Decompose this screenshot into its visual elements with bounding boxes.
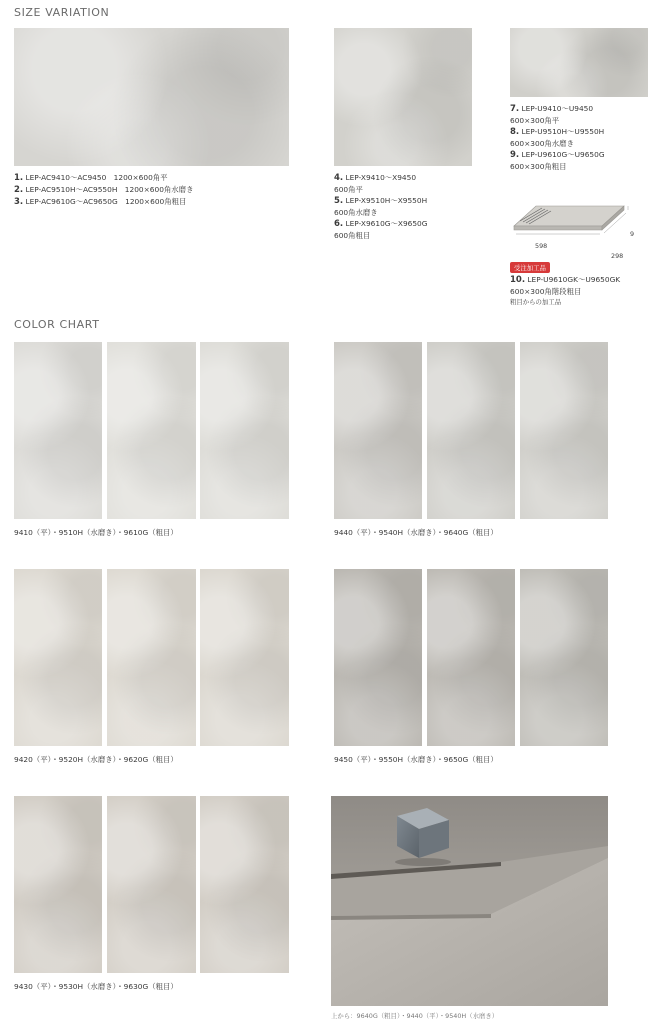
size-item-7-size: 600×300角平 [510,116,560,125]
step-tile-diagram [506,200,646,262]
swatch-9510h [107,342,196,519]
size-item-8: 8. LEP-U9510H～U9550H [510,127,605,137]
photo-caption: 上から：9640G（粗目）・9440（平）・9540H（水磨き） [331,1012,499,1020]
swatch-caption-9420: 9420（平）・9520H（水磨き）・9620G（粗目） [14,755,178,764]
swatch-9430 [14,796,102,973]
color-chart-heading: COLOR CHART [14,318,100,331]
size-item-10: 10. LEP-U9610GK～U9650GK [510,275,621,285]
size-item-5-size: 600角水磨き [334,208,378,217]
swatch-9520h [107,569,196,746]
size-list-600x300 [510,103,605,172]
swatch-9640g [520,342,608,519]
size-item-8-size: 600×300角水磨き [510,139,574,148]
size-item-10-size: 600×300角階段粗目 [510,287,582,296]
swatch-caption-9440: 9440（平）・9540H（水磨き）・9640G（粗目） [334,528,498,537]
swatch-9650g [520,569,608,746]
size-item-9: 9. LEP-U9610G～U9650G [510,150,605,160]
size-list-1200x600 [14,172,193,208]
swatch-9410 [14,342,102,519]
size-item-4-size: 600角平 [334,185,363,194]
size-item-6-size: 600角粗目 [334,231,371,240]
swatch-9530h [107,796,196,973]
tile-600-image [334,28,472,166]
made-to-order-badge: 受注加工品 [510,262,550,273]
swatch-9540h [427,342,515,519]
swatch-9550h [427,569,515,746]
size-item-5: 5. LEP-X9510H～X9550H [334,196,428,206]
swatch-9610g [200,342,289,519]
swatch-9450 [334,569,422,746]
size-item-6: 6. LEP-X9610G～X9650G [334,219,428,229]
tile-1200x600-image [14,28,289,166]
size-item-1: 1. LEP-AC9410～AC9450 1200×600角平 [14,173,168,183]
size-item-10-block [510,274,620,306]
size-item-10-note: 粗目からの加工品 [510,298,562,306]
swatch-caption-9410: 9410（平）・9510H（水磨き）・9610G（粗目） [14,528,178,537]
swatch-9420 [14,569,102,746]
size-item-9-size: 600×300角粗目 [510,162,567,171]
swatch-9620g [200,569,289,746]
swatch-9440 [334,342,422,519]
step-dim-thickness: 9 [630,230,635,238]
size-item-7: 7. LEP-U9410～U9450 [510,104,594,114]
tile-600x300-image [510,28,648,97]
swatch-caption-9450: 9450（平）・9550H（水磨き）・9650G（粗目） [334,755,498,764]
size-item-2: 2. LEP-AC9510H～AC9550H 1200×600角水磨き [14,185,194,195]
step-dim-width: 298 [611,252,624,260]
swatch-9630g [200,796,289,973]
tile-layering-photo [331,796,608,1006]
step-dim-length: 598 [535,242,548,250]
swatch-caption-9430: 9430（平）・9530H（水磨き）・9630G（粗目） [14,982,178,991]
size-list-600 [334,172,427,241]
size-item-4: 4. LEP-X9410～X9450 [334,173,417,183]
size-item-3: 3. LEP-AC9610G～AC9650G 1200×600角粗目 [14,197,187,207]
size-variation-heading: SIZE VARIATION [14,6,110,19]
